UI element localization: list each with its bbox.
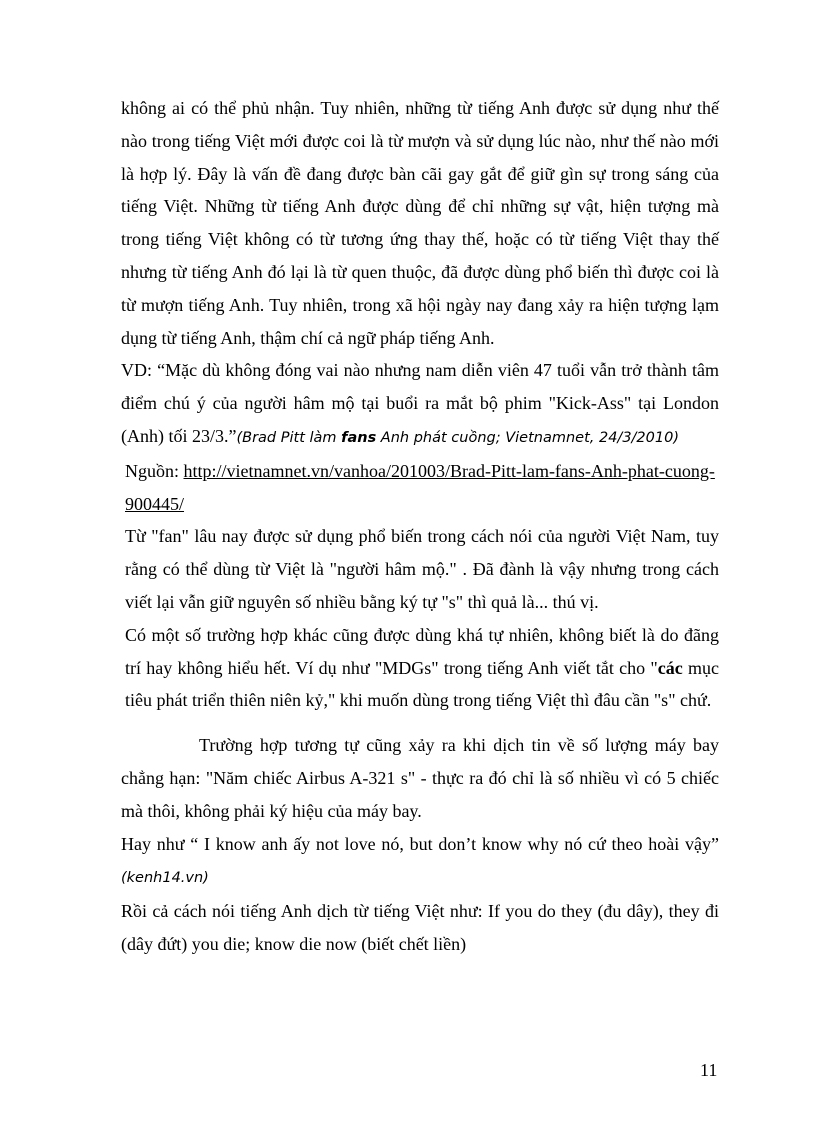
paragraph-airbus: Trường hợp tương tự cũng xảy ra khi dịch tin về số lượng máy bay chẳng hạn: "Năm chiếc Airbus A-321 s" - thực ra đó chỉ là số nhiều vì có 5 chiếc mà thôi, không phải ký hiệu của máy bay.: [121, 735, 719, 821]
page-number: 11: [700, 1060, 718, 1080]
paragraph-fan: Từ "fan" lâu nay được sử dụng phổ biến trong cách nói của người Việt Nam, tuy rằng có thể dùng từ Việt là "người hâm mộ." . Đã đành là vậy nhưng trong cách viết lại vẫn giữ nguyên số nhiều bằng ký tự "s" thì quả là... thú vị.: [125, 526, 719, 612]
paragraph-example: [121, 354, 719, 454]
mixed-example-text: Hay như “ I know anh ấy not love nó, but don’t know why nó cứ theo hoài vậy”: [121, 833, 719, 854]
mdgs-bold: các: [657, 657, 683, 678]
source-label: Nguồn:: [125, 460, 184, 481]
example-source-bold: fans: [341, 429, 377, 446]
mdgs-part1: Có một số trường hợp khác cũng được dùng khá tự nhiên, không biết là do đãng trí hay không hiểu hết. Ví dụ như "MDGs" trong tiếng Anh viết tắt cho ": [125, 624, 719, 678]
paragraph-translation: Rồi cả cách nói tiếng Anh dịch từ tiếng Việt như: If you do they (đu dây), they đi (dây đứt) you die; know die now (biết chết liền): [121, 901, 719, 954]
source-link[interactable]: http://vietnamnet.vn/vanhoa/201003/Brad-Pitt-lam-fans-Anh-phat-cuong-900445/: [125, 460, 715, 514]
paragraph-loanwords: không ai có thể phủ nhận. Tuy nhiên, những từ tiếng Anh được sử dụng như thế nào trong tiếng Việt mới được coi là từ mượn và sử dụng lúc nào, như thế nào mới là hợp lý. Đây là vấn đề đang được bàn cãi gay gắt để giữ gìn sự trong sáng của tiếng Việt. Những từ tiếng Anh được dùng để chỉ những sự vật, hiện tượng mà trong tiếng Việt không có từ tương ứng thay thế, hoặc có từ tiếng Việt thay thế nhưng từ tiếng Anh đó lại là từ quen thuộc, đã được dùng phổ biến thì được coi là từ mượn tiếng Anh. Tuy nhiên, trong xã hội ngày nay đang xảy ra hiện tượng lạm dụng từ tiếng Anh, thậm chí cả ngữ pháp tiếng Anh.: [121, 98, 719, 348]
page-content: [121, 92, 719, 961]
paragraph-source: [121, 455, 719, 521]
example-quote: VD: “Mặc dù không đóng vai nào nhưng nam diễn viên 47 tuổi vẫn trở thành tâm điểm chú ý của người hâm mộ tại buổi ra mắt bộ phim "Kick-Ass" tại London (Anh) tối 23/3.”: [121, 360, 719, 446]
paragraph-mixed-example: [121, 828, 719, 896]
example-source: [236, 430, 679, 446]
mixed-example-source: (kenh14.vn): [121, 870, 209, 887]
mdgs-part2: mục tiêu phát triển thiên niên kỷ," khi muốn dùng trong tiếng Việt thì đâu cần "s" chứ.: [125, 657, 719, 711]
example-source-part2: Anh phát cuồng; Vietnamnet, 24/3/2010): [376, 429, 679, 446]
paragraph-mdgs: [121, 619, 719, 717]
example-source-part1: (Brad Pitt làm: [236, 429, 342, 446]
